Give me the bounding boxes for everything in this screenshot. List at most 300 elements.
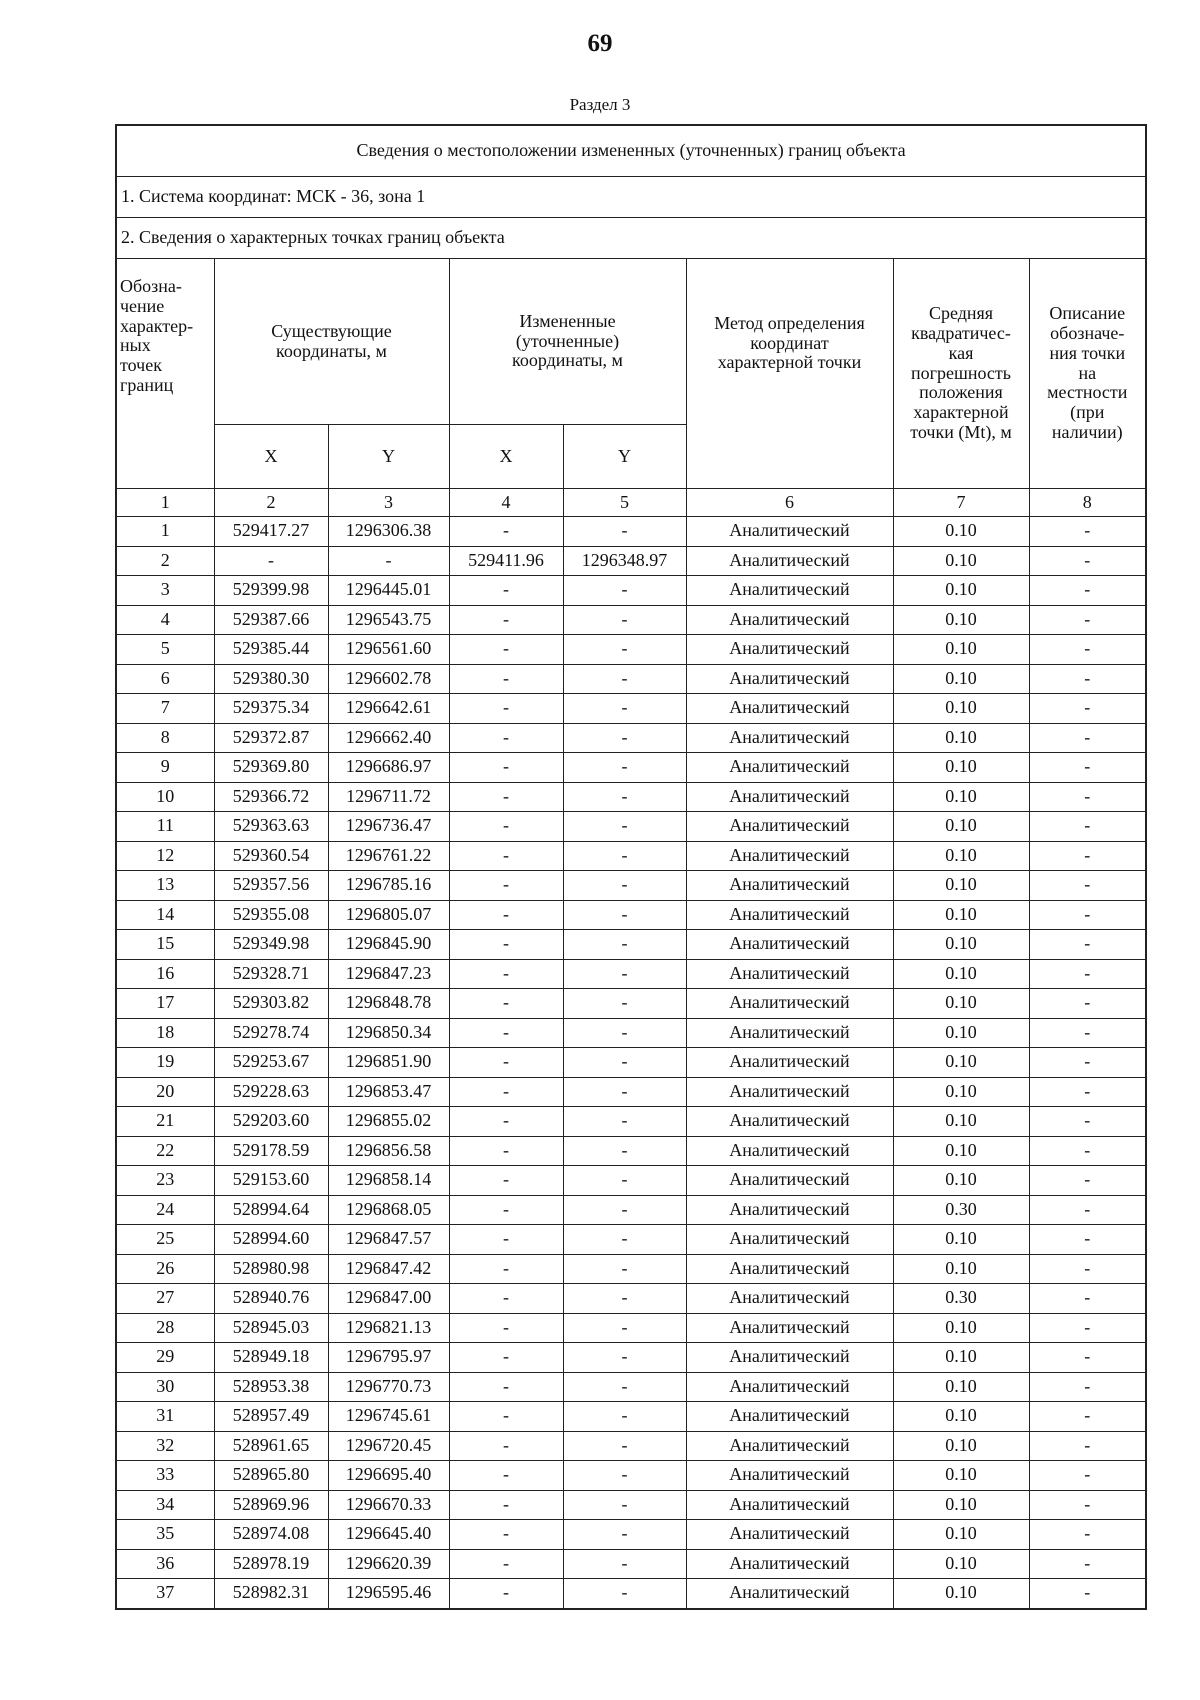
header-existing-y: Y (328, 425, 449, 489)
table-row (116, 1048, 1146, 1078)
description-cell: - (1029, 1077, 1146, 1107)
description-cell: - (1029, 753, 1146, 783)
description-cell: - (1029, 1490, 1146, 1520)
coordinate-system: 1. Система координат: МСК - 36, зона 1 (116, 177, 1146, 218)
point-number-cell: 2 (116, 546, 214, 576)
error-cell: 0.10 (893, 1372, 1029, 1402)
description-cell: - (1029, 576, 1146, 606)
existing-y-cell: 1296847.42 (328, 1254, 449, 1284)
error-cell: 0.10 (893, 1579, 1029, 1609)
existing-y-cell: 1296645.40 (328, 1520, 449, 1550)
existing-y-cell: 1296847.00 (328, 1284, 449, 1314)
existing-x-cell: 528994.64 (214, 1195, 328, 1225)
method-cell: Аналитический (686, 1520, 893, 1550)
method-cell: Аналитический (686, 1431, 893, 1461)
point-number-cell: 8 (116, 723, 214, 753)
description-cell: - (1029, 1313, 1146, 1343)
point-number-cell: 33 (116, 1461, 214, 1491)
description-cell: - (1029, 1461, 1146, 1491)
point-number-cell: 18 (116, 1018, 214, 1048)
existing-x-cell: 528940.76 (214, 1284, 328, 1314)
table-row (116, 753, 1146, 783)
changed-x-cell: - (449, 1225, 563, 1255)
changed-x-cell: - (449, 1018, 563, 1048)
point-number-cell: 19 (116, 1048, 214, 1078)
point-number-cell: 9 (116, 753, 214, 783)
header-existing-coordinates: Существующие координаты, м (214, 259, 449, 425)
existing-x-cell: 529278.74 (214, 1018, 328, 1048)
table-row (116, 1225, 1146, 1255)
table-row (116, 723, 1146, 753)
changed-x-cell: - (449, 1254, 563, 1284)
changed-x-cell: - (449, 1077, 563, 1107)
existing-y-cell: 1296858.14 (328, 1166, 449, 1196)
changed-y-cell: - (563, 1520, 686, 1550)
error-cell: 0.10 (893, 635, 1029, 665)
changed-y-cell: - (563, 1343, 686, 1373)
method-cell: Аналитический (686, 517, 893, 547)
existing-x-cell: 528974.08 (214, 1520, 328, 1550)
method-cell: Аналитический (686, 930, 893, 960)
method-cell: Аналитический (686, 841, 893, 871)
changed-y-cell: - (563, 959, 686, 989)
error-cell: 0.10 (893, 841, 1029, 871)
method-cell: Аналитический (686, 664, 893, 694)
existing-x-cell: 529349.98 (214, 930, 328, 960)
changed-x-cell: - (449, 605, 563, 635)
changed-y-cell: - (563, 1402, 686, 1432)
changed-x-cell: - (449, 900, 563, 930)
changed-x-cell: - (449, 1284, 563, 1314)
existing-x-cell: 529357.56 (214, 871, 328, 901)
existing-y-cell: 1296745.61 (328, 1402, 449, 1432)
table-row (116, 1254, 1146, 1284)
point-number-cell: 30 (116, 1372, 214, 1402)
point-number-cell: 28 (116, 1313, 214, 1343)
table-row (116, 1136, 1146, 1166)
existing-y-cell: 1296642.61 (328, 694, 449, 724)
table-row (116, 1490, 1146, 1520)
changed-x-cell: - (449, 517, 563, 547)
existing-y-cell: 1296850.34 (328, 1018, 449, 1048)
changed-y-cell: - (563, 1372, 686, 1402)
existing-x-cell: 529355.08 (214, 900, 328, 930)
changed-x-cell: 529411.96 (449, 546, 563, 576)
changed-x-cell: - (449, 1166, 563, 1196)
existing-y-cell: 1296847.23 (328, 959, 449, 989)
existing-y-cell: 1296848.78 (328, 989, 449, 1019)
description-cell: - (1029, 1136, 1146, 1166)
existing-y-cell: 1296805.07 (328, 900, 449, 930)
error-cell: 0.10 (893, 871, 1029, 901)
existing-x-cell: 528957.49 (214, 1402, 328, 1432)
table-row (116, 576, 1146, 606)
point-number-cell: 24 (116, 1195, 214, 1225)
boundary-points-table (115, 124, 1147, 1610)
column-number: 8 (1029, 489, 1146, 517)
table-row (116, 1343, 1146, 1373)
existing-x-cell: 529387.66 (214, 605, 328, 635)
changed-x-cell: - (449, 1313, 563, 1343)
method-cell: Аналитический (686, 959, 893, 989)
changed-x-cell: - (449, 1549, 563, 1579)
changed-y-cell: - (563, 1077, 686, 1107)
column-number: 5 (563, 489, 686, 517)
column-number: 2 (214, 489, 328, 517)
table-row (116, 1372, 1146, 1402)
method-cell: Аналитический (686, 723, 893, 753)
method-cell: Аналитический (686, 1048, 893, 1078)
point-number-cell: 17 (116, 989, 214, 1019)
column-number: 6 (686, 489, 893, 517)
point-number-cell: 7 (116, 694, 214, 724)
error-cell: 0.10 (893, 1461, 1029, 1491)
error-cell: 0.10 (893, 1254, 1029, 1284)
error-cell: 0.10 (893, 782, 1029, 812)
changed-y-cell: - (563, 1018, 686, 1048)
description-cell: - (1029, 546, 1146, 576)
description-cell: - (1029, 900, 1146, 930)
column-number: 1 (116, 489, 214, 517)
table-row (116, 812, 1146, 842)
method-cell: Аналитический (686, 812, 893, 842)
existing-x-cell: 529363.63 (214, 812, 328, 842)
table-row (116, 1579, 1146, 1609)
point-number-cell: 25 (116, 1225, 214, 1255)
error-cell: 0.10 (893, 517, 1029, 547)
header-designation: Обозна- чение характер- ных точек границ (116, 259, 214, 489)
existing-y-cell: 1296761.22 (328, 841, 449, 871)
table-row (116, 1166, 1146, 1196)
changed-x-cell: - (449, 1490, 563, 1520)
error-cell: 0.10 (893, 812, 1029, 842)
changed-x-cell: - (449, 930, 563, 960)
existing-y-cell: 1296855.02 (328, 1107, 449, 1137)
existing-x-cell: 529369.80 (214, 753, 328, 783)
changed-y-cell: - (563, 723, 686, 753)
method-cell: Аналитический (686, 576, 893, 606)
method-cell: Аналитический (686, 1490, 893, 1520)
description-cell: - (1029, 694, 1146, 724)
point-number-cell: 15 (116, 930, 214, 960)
table-row (116, 1520, 1146, 1550)
changed-y-cell: - (563, 1166, 686, 1196)
method-cell: Аналитический (686, 782, 893, 812)
existing-x-cell: 528961.65 (214, 1431, 328, 1461)
points-caption: 2. Сведения о характерных точках границ объекта (116, 218, 1146, 259)
description-cell: - (1029, 871, 1146, 901)
changed-x-cell: - (449, 723, 563, 753)
existing-x-cell: 528945.03 (214, 1313, 328, 1343)
table-row (116, 782, 1146, 812)
method-cell: Аналитический (686, 1579, 893, 1609)
changed-y-cell: - (563, 1195, 686, 1225)
changed-x-cell: - (449, 694, 563, 724)
error-cell: 0.30 (893, 1195, 1029, 1225)
changed-x-cell: - (449, 1136, 563, 1166)
point-number-cell: 32 (116, 1431, 214, 1461)
existing-x-cell: 529366.72 (214, 782, 328, 812)
changed-y-cell: - (563, 1107, 686, 1137)
table-row (116, 1431, 1146, 1461)
existing-y-cell: 1296595.46 (328, 1579, 449, 1609)
error-cell: 0.10 (893, 1048, 1029, 1078)
table-row (116, 930, 1146, 960)
header-existing-x: X (214, 425, 328, 489)
changed-x-cell: - (449, 959, 563, 989)
method-cell: Аналитический (686, 546, 893, 576)
description-cell: - (1029, 1343, 1146, 1373)
changed-y-cell: - (563, 1254, 686, 1284)
header-changed-coordinates: Измененные (уточненные) координаты, м (449, 259, 686, 425)
table-row (116, 1549, 1146, 1579)
header-changed-y: Y (563, 425, 686, 489)
point-number-cell: 31 (116, 1402, 214, 1432)
description-cell: - (1029, 1549, 1146, 1579)
error-cell: 0.10 (893, 1402, 1029, 1432)
point-number-cell: 26 (116, 1254, 214, 1284)
point-number-cell: 22 (116, 1136, 214, 1166)
point-number-cell: 20 (116, 1077, 214, 1107)
method-cell: Аналитический (686, 1284, 893, 1314)
table-row (116, 871, 1146, 901)
point-number-cell: 4 (116, 605, 214, 635)
existing-x-cell: 529153.60 (214, 1166, 328, 1196)
point-number-cell: 34 (116, 1490, 214, 1520)
description-cell: - (1029, 517, 1146, 547)
description-cell: - (1029, 1166, 1146, 1196)
changed-y-cell: - (563, 989, 686, 1019)
header-description: Описание обозначе- ния точки на местности (при наличии) (1029, 259, 1146, 489)
error-cell: 0.10 (893, 1549, 1029, 1579)
error-cell: 0.10 (893, 576, 1029, 606)
existing-x-cell: 529417.27 (214, 517, 328, 547)
method-cell: Аналитический (686, 1372, 893, 1402)
method-cell: Аналитический (686, 900, 893, 930)
existing-x-cell: 528953.38 (214, 1372, 328, 1402)
existing-y-cell: 1296851.90 (328, 1048, 449, 1078)
description-cell: - (1029, 1048, 1146, 1078)
table-row (116, 1195, 1146, 1225)
changed-y-cell: - (563, 1431, 686, 1461)
existing-x-cell: 528982.31 (214, 1579, 328, 1609)
changed-y-cell: - (563, 664, 686, 694)
point-number-cell: 23 (116, 1166, 214, 1196)
point-number-cell: 14 (116, 900, 214, 930)
description-cell: - (1029, 1372, 1146, 1402)
existing-x-cell: 528965.80 (214, 1461, 328, 1491)
existing-y-cell: 1296670.33 (328, 1490, 449, 1520)
method-cell: Аналитический (686, 1107, 893, 1137)
description-cell: - (1029, 664, 1146, 694)
changed-y-cell: - (563, 871, 686, 901)
changed-y-cell: - (563, 841, 686, 871)
changed-y-cell: - (563, 1136, 686, 1166)
description-cell: - (1029, 841, 1146, 871)
changed-y-cell: - (563, 635, 686, 665)
method-cell: Аналитический (686, 1402, 893, 1432)
point-number-cell: 12 (116, 841, 214, 871)
existing-y-cell: 1296845.90 (328, 930, 449, 960)
existing-x-cell: 528978.19 (214, 1549, 328, 1579)
existing-x-cell: 529253.67 (214, 1048, 328, 1078)
method-cell: Аналитический (686, 1313, 893, 1343)
table-row (116, 664, 1146, 694)
error-cell: 0.10 (893, 1343, 1029, 1373)
existing-x-cell: 529385.44 (214, 635, 328, 665)
existing-y-cell: 1296853.47 (328, 1077, 449, 1107)
existing-x-cell: 529372.87 (214, 723, 328, 753)
table-row (116, 1313, 1146, 1343)
description-cell: - (1029, 605, 1146, 635)
changed-y-cell: - (563, 782, 686, 812)
table-row (116, 1461, 1146, 1491)
point-number-cell: 29 (116, 1343, 214, 1373)
existing-y-cell: 1296736.47 (328, 812, 449, 842)
existing-y-cell: 1296695.40 (328, 1461, 449, 1491)
point-number-cell: 36 (116, 1549, 214, 1579)
point-number-cell: 10 (116, 782, 214, 812)
changed-x-cell: - (449, 635, 563, 665)
existing-x-cell: - (214, 546, 328, 576)
existing-x-cell: 529399.98 (214, 576, 328, 606)
error-cell: 0.10 (893, 989, 1029, 1019)
changed-y-cell: - (563, 1490, 686, 1520)
method-cell: Аналитический (686, 1018, 893, 1048)
column-number: 3 (328, 489, 449, 517)
method-cell: Аналитический (686, 605, 893, 635)
point-number-cell: 16 (116, 959, 214, 989)
changed-y-cell: - (563, 605, 686, 635)
method-cell: Аналитический (686, 694, 893, 724)
point-number-cell: 6 (116, 664, 214, 694)
existing-y-cell: 1296686.97 (328, 753, 449, 783)
existing-y-cell: 1296856.58 (328, 1136, 449, 1166)
changed-y-cell: - (563, 1048, 686, 1078)
existing-y-cell: 1296306.38 (328, 517, 449, 547)
error-cell: 0.10 (893, 723, 1029, 753)
description-cell: - (1029, 723, 1146, 753)
changed-x-cell: - (449, 871, 563, 901)
point-number-cell: 13 (116, 871, 214, 901)
description-cell: - (1029, 1431, 1146, 1461)
existing-y-cell: 1296868.05 (328, 1195, 449, 1225)
column-number: 4 (449, 489, 563, 517)
error-cell: 0.10 (893, 605, 1029, 635)
existing-y-cell: 1296821.13 (328, 1313, 449, 1343)
error-cell: 0.10 (893, 1077, 1029, 1107)
header-method: Метод определения координат характерной точки (686, 259, 893, 489)
error-cell: 0.10 (893, 546, 1029, 576)
existing-y-cell: 1296561.60 (328, 635, 449, 665)
table-row (116, 546, 1146, 576)
existing-y-cell: 1296445.01 (328, 576, 449, 606)
method-cell: Аналитический (686, 635, 893, 665)
description-cell: - (1029, 635, 1146, 665)
page-number: 69 (587, 30, 613, 57)
error-cell: 0.10 (893, 1018, 1029, 1048)
description-cell: - (1029, 782, 1146, 812)
description-cell: - (1029, 930, 1146, 960)
method-cell: Аналитический (686, 871, 893, 901)
changed-x-cell: - (449, 1195, 563, 1225)
existing-x-cell: 529303.82 (214, 989, 328, 1019)
table-row (116, 605, 1146, 635)
error-cell: 0.10 (893, 1313, 1029, 1343)
method-cell: Аналитический (686, 1461, 893, 1491)
error-cell: 0.10 (893, 1431, 1029, 1461)
section-label: Раздел 3 (569, 95, 631, 114)
method-cell: Аналитический (686, 1549, 893, 1579)
changed-y-cell: - (563, 812, 686, 842)
changed-x-cell: - (449, 841, 563, 871)
table-row (116, 900, 1146, 930)
error-cell: 0.10 (893, 694, 1029, 724)
error-cell: 0.10 (893, 1166, 1029, 1196)
existing-x-cell: 529178.59 (214, 1136, 328, 1166)
description-cell: - (1029, 1107, 1146, 1137)
error-cell: 0.10 (893, 1136, 1029, 1166)
changed-x-cell: - (449, 1402, 563, 1432)
changed-x-cell: - (449, 1107, 563, 1137)
changed-x-cell: - (449, 812, 563, 842)
header-error: Средняя квадратичес- кая погрешность положения характерной точки (Mt), м (893, 259, 1029, 489)
error-cell: 0.10 (893, 753, 1029, 783)
changed-x-cell: - (449, 1372, 563, 1402)
table-row (116, 1402, 1146, 1432)
existing-x-cell: 529203.60 (214, 1107, 328, 1137)
existing-y-cell: 1296770.73 (328, 1372, 449, 1402)
description-cell: - (1029, 1579, 1146, 1609)
description-cell: - (1029, 959, 1146, 989)
description-cell: - (1029, 1520, 1146, 1550)
existing-x-cell: 529380.30 (214, 664, 328, 694)
table-title: Сведения о местоположении измененных (уточненных) границ объекта (116, 125, 1146, 177)
point-number-cell: 3 (116, 576, 214, 606)
table-row (116, 1018, 1146, 1048)
changed-y-cell: - (563, 753, 686, 783)
point-number-cell: 11 (116, 812, 214, 842)
error-cell: 0.30 (893, 1284, 1029, 1314)
existing-x-cell: 528980.98 (214, 1254, 328, 1284)
existing-x-cell: 529375.34 (214, 694, 328, 724)
header-changed-x: X (449, 425, 563, 489)
changed-y-cell: 1296348.97 (563, 546, 686, 576)
point-number-cell: 5 (116, 635, 214, 665)
changed-x-cell: - (449, 1431, 563, 1461)
method-cell: Аналитический (686, 753, 893, 783)
changed-x-cell: - (449, 576, 563, 606)
description-cell: - (1029, 812, 1146, 842)
description-cell: - (1029, 1284, 1146, 1314)
description-cell: - (1029, 1018, 1146, 1048)
table-row (116, 635, 1146, 665)
changed-y-cell: - (563, 517, 686, 547)
table-row (116, 841, 1146, 871)
changed-x-cell: - (449, 1343, 563, 1373)
point-number-cell: 27 (116, 1284, 214, 1314)
existing-y-cell: 1296602.78 (328, 664, 449, 694)
existing-y-cell: 1296620.39 (328, 1549, 449, 1579)
description-cell: - (1029, 1402, 1146, 1432)
point-number-cell: 21 (116, 1107, 214, 1137)
changed-x-cell: - (449, 1520, 563, 1550)
changed-x-cell: - (449, 1461, 563, 1491)
method-cell: Аналитический (686, 1254, 893, 1284)
existing-x-cell: 528969.96 (214, 1490, 328, 1520)
table-row (116, 1107, 1146, 1137)
table-row (116, 1284, 1146, 1314)
